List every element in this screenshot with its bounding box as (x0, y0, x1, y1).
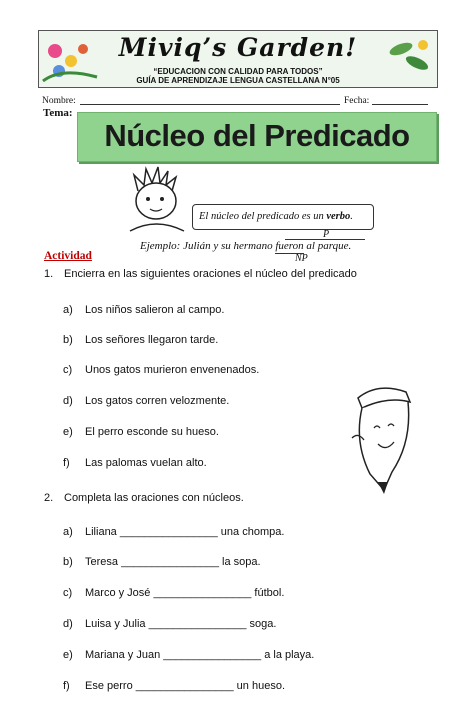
example-rest: al parque. (303, 240, 352, 252)
item-text: Los niños salieron al campo. (85, 304, 225, 316)
nucleus-label: NP (295, 253, 308, 264)
list-item (63, 304, 224, 316)
fecha-field[interactable] (372, 104, 428, 105)
item-text: Unos gatos murieron envenenados. (85, 364, 260, 376)
question-2 (44, 492, 244, 504)
question-number: 1. (44, 268, 54, 280)
item-letter: f) (63, 457, 70, 469)
item-text: Los gatos corren velozmente. (85, 395, 230, 407)
header-banner (38, 30, 438, 88)
activity-heading: Actividad (44, 250, 92, 262)
nombre-field[interactable] (80, 104, 340, 105)
definition-keyword: verbo (326, 211, 351, 222)
question-number: 2. (44, 492, 54, 504)
question-text: Completa las oraciones con núcleos. (64, 492, 244, 504)
predicate-label: P (323, 229, 330, 240)
definition-prefix: El núcleo del predicado es un (199, 211, 327, 222)
item-letter: e) (63, 649, 73, 661)
boy-cartoon-icon (124, 165, 190, 235)
list-item (63, 587, 284, 599)
item-text: Los señores llegaron tarde. (85, 334, 219, 346)
list-item (63, 556, 261, 568)
definition-bubble (192, 204, 374, 230)
list-item (63, 526, 284, 538)
brand-title: Miviq’s Garden! (118, 33, 358, 62)
item-text: Mariana y Juan ________________ a la playa. (85, 649, 315, 661)
item-text: Las palomas vuelan alto. (85, 457, 207, 469)
pencil-cartoon-icon (348, 382, 420, 497)
fecha-label: Fecha: (344, 96, 370, 106)
definition-suffix: . (350, 211, 353, 222)
example-sentence (140, 240, 351, 252)
item-letter: e) (63, 426, 73, 438)
question-1 (44, 268, 357, 280)
list-item (63, 457, 207, 469)
item-letter: b) (63, 556, 73, 568)
item-letter: a) (63, 304, 73, 316)
item-letter: d) (63, 395, 73, 407)
item-letter: c) (63, 587, 73, 599)
list-item (63, 680, 285, 692)
list-item (63, 364, 259, 376)
list-item (63, 395, 229, 407)
item-text: Luisa y Julia ________________ soga. (85, 618, 277, 630)
nombre-label: Nombre: (42, 96, 76, 106)
example-verb: fueron (275, 240, 304, 252)
item-text: Liliana ________________ una chompa. (85, 526, 285, 538)
motto: “EDUCACION CON CALIDAD PARA TODOS” (153, 67, 323, 76)
list-item (63, 334, 218, 346)
item-text: Marco y José ________________ fútbol. (85, 587, 285, 599)
list-item (63, 618, 276, 630)
item-letter: f) (63, 680, 70, 692)
item-text: El perro esconde su hueso. (85, 426, 219, 438)
example-lead: Ejemplo: Julián y su hermano (140, 240, 276, 252)
guide-title: GUÍA DE APRENDIZAJE LENGUA CASTELLANA N°05 (136, 76, 340, 85)
tema-label: Tema: (43, 107, 73, 119)
list-item (63, 426, 219, 438)
item-letter: d) (63, 618, 73, 630)
list-item (63, 649, 314, 661)
item-text: Ese perro ________________ un hueso. (85, 680, 286, 692)
item-letter: a) (63, 526, 73, 538)
item-text: Teresa ________________ la sopa. (85, 556, 261, 568)
title-box (77, 112, 437, 162)
question-text: Encierra en las siguientes oraciones el núcleo del predicado (64, 268, 357, 280)
page-title: Núcleo del Predicado (104, 118, 410, 153)
item-letter: b) (63, 334, 73, 346)
item-letter: c) (63, 364, 73, 376)
